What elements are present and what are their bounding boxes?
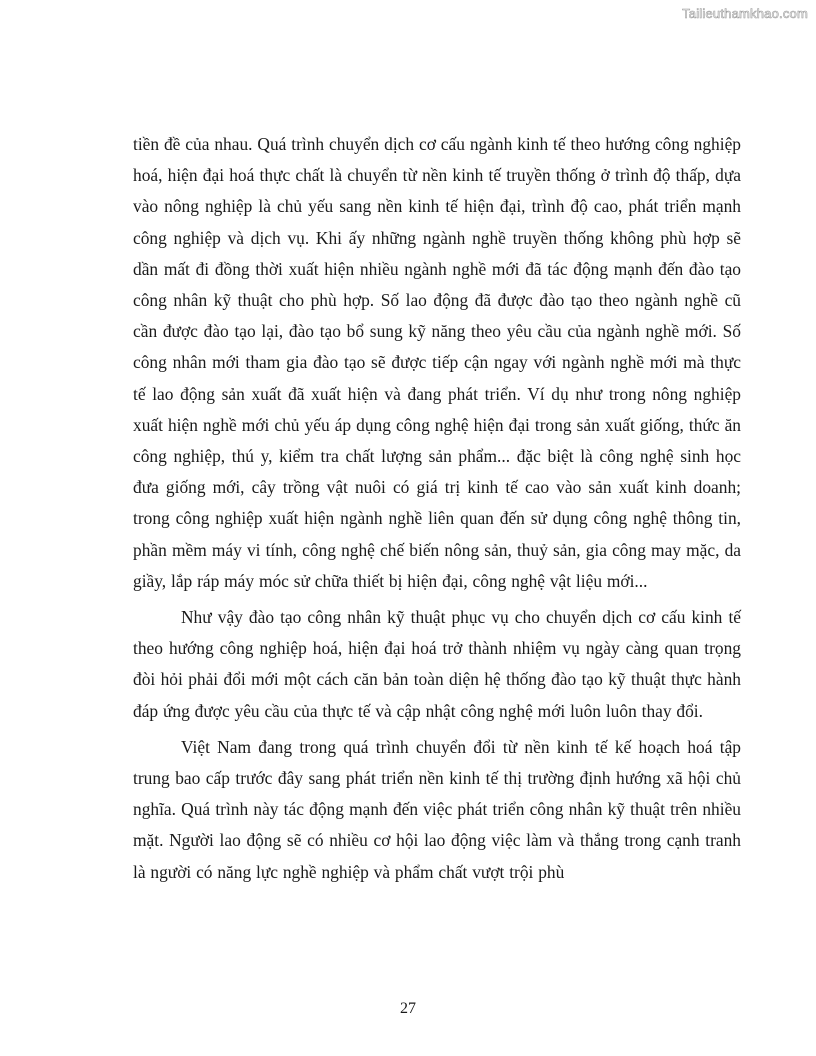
paragraph-continuation: tiền đề của nhau. Quá trình chuyển dịch cơ cấu ngành kinh tế theo hướng công nghiệp hoá, hiện đại hoá thực chất là chuyển từ nền kinh tế truyền thống ở trình độ thấp, dựa vào nông nghiệp là chủ yếu sang nền kinh tế hiện đại, trình độ cao, phát triển mạnh công nghiệp và dịch vụ. Khi ấy những ngành nghề truyền thống không phù hợp sẽ dần mất đi đồng thời xuất hiện nhiều ngành nghề mới đã tác động mạnh đến đào tạo công nhân kỹ thuật cho phù hợp. Số lao động đã được đào tạo theo ngành nghề cũ cần được đào tạo lại, đào tạo bổ sung kỹ năng theo yêu cầu của ngành nghề mới. Số công nhân mới tham gia đào tạo sẽ được tiếp cận ngay với ngành nghề mới mà thực tế lao động sản xuất đã xuất hiện và đang phát triển. Ví dụ như trong nông nghiệp xuất hiện nghề mới chủ yếu áp dụng công nghệ hiện đại trong sản xuất giống, thức ăn công nghiệp, thú y, kiểm tra chất lượng sản phẩm... đặc biệt là công nghệ sinh học đưa giống mới, cây trồng vật nuôi có giá trị kinh tế cao vào sản xuất kinh doanh; trong công nghiệp xuất hiện ngành nghề liên quan đến sử dụng công nghệ thông tin, phần mềm máy vi tính, công nghệ chế biến nông sản, thuỷ sản, gia công may mặc, da giầy, lắp ráp máy móc sử chữa thiết bị hiện đại, công nghệ vật liệu mới... <box>133 134 741 591</box>
watermark: Tailieuthamkhao.com <box>682 6 808 21</box>
paragraph-training-summary: Như vậy đào tạo công nhân kỹ thuật phục vụ cho chuyển dịch cơ cấu kinh tế theo hướng công nghiệp hoá, hiện đại hoá trở thành nhiệm vụ ngày càng quan trọng đòi hỏi phải đổi mới một cách căn bản toàn diện hệ thống đào tạo kỹ thuật thực hành đáp ứng được yêu cầu của thực tế và cập nhật công nghệ mới luôn luôn thay đổi. <box>133 607 741 721</box>
document-body <box>133 129 741 888</box>
page-number: 27 <box>400 1000 416 1017</box>
paragraph-market-economy: Việt Nam đang trong quá trình chuyển đổi từ nền kinh tế kế hoạch hoá tập trung bao cấp trước đây sang phát triển nền kinh tế thị trường định hướng xã hội chủ nghĩa. Quá trình này tác động mạnh đến việc phát triển công nhân kỹ thuật trên nhiều mặt. Người lao động sẽ có nhiều cơ hội lao động việc làm và thắng trong cạnh tranh là người có năng lực nghề nghiệp và phẩm chất vượt trội phù <box>133 736 741 882</box>
